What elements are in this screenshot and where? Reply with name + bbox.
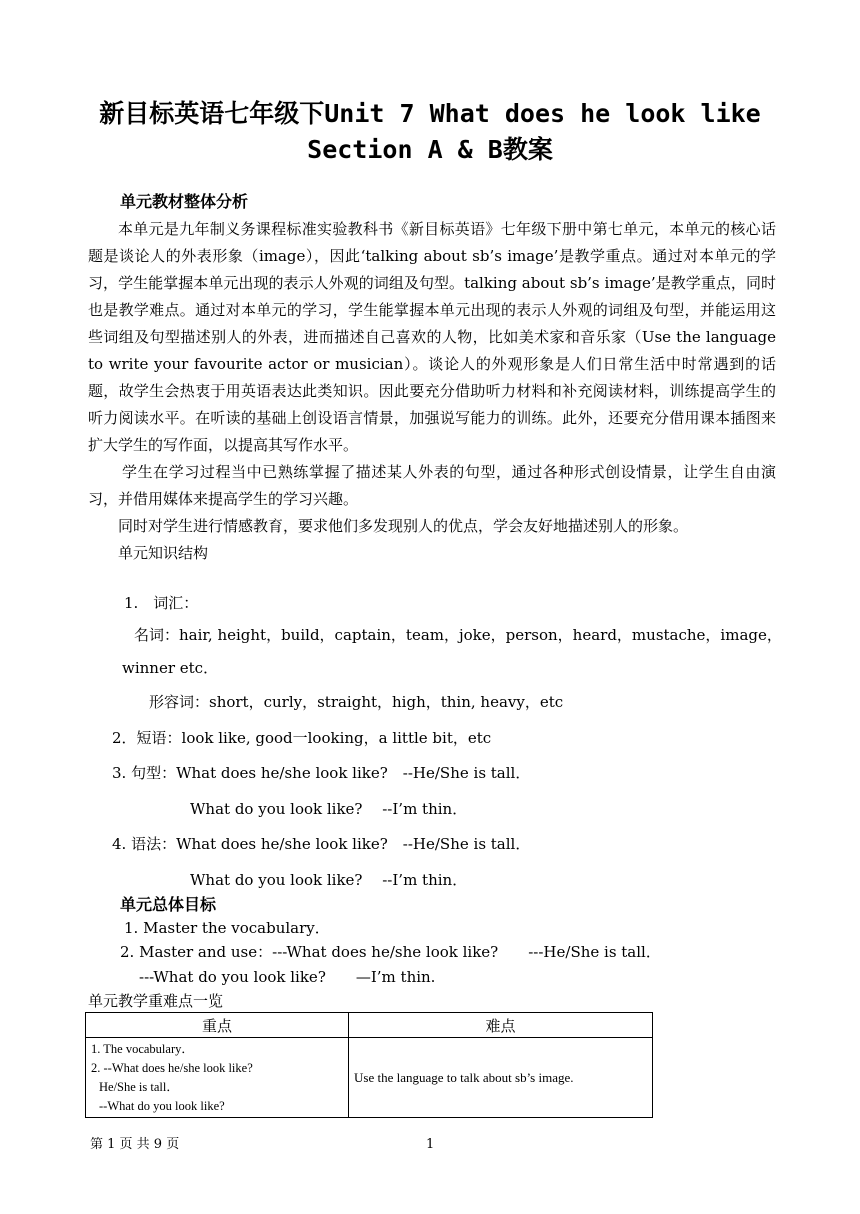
document-title-line2: Section A & B教案 <box>307 135 553 164</box>
key-point-line: 2. --What does he/she look like? <box>91 1061 253 1075</box>
sentences-line-2: What do you look like? --I’m thin． <box>190 800 468 818</box>
document-title-line1: 新目标英语七年级下Unit 7 What does he look like <box>99 99 761 128</box>
keypoints-table <box>85 1012 653 1118</box>
header-difficulties: 难点 <box>349 1013 653 1038</box>
vocab-label: 1. 词汇： <box>124 594 199 612</box>
key-point-line: 1. The vocabulary． <box>91 1042 194 1056</box>
key-points-cell <box>86 1038 349 1118</box>
analysis-body <box>88 216 776 567</box>
analysis-paragraph-3: 同时对学生进行情感教育，要求他们多发现别人的优点，学会友好地描述别人的形象。 <box>118 517 689 535</box>
grammar-line-2: What do you look like? --I’m thin． <box>190 871 468 889</box>
analysis-heading: 单元教材整体分析 <box>120 192 249 211</box>
difficulty-cell: Use the language to talk about sb’s image. <box>349 1038 653 1118</box>
goals-heading: 单元总体目标 <box>120 895 217 914</box>
nouns-line: 名词：hair, height，build，captain，team，joke，person，heard，mustache，image， <box>134 626 782 644</box>
key-point-line: --What do you look like? <box>99 1099 225 1113</box>
phrases-line: 2．短语：look like, good一looking，a little bit，etc <box>112 729 492 747</box>
page-info: 第 1 页 共 9 页 <box>90 1137 180 1152</box>
analysis-paragraph-1: 本单元是九年制义务课程标准实验教科书《新目标英语》七年级下册中第七单元，本单元的核心话题是谈论人的外表形象（image），因此‘talking about sb’s image’是教学重点。通过对本单元的学习，学生能掌握本单元出现的表示人外观的词组及句型。talking about sb’s image’是教学重点，同时也是教学难点。通过对本单元的学习，学生能掌握本单元出现的表示人外观的词组及句型，并能运用这些词组及句型描述别人的外表，进而描述自己喜欢的人物，比如美术家和音乐家（Use the language to write your favourite actor or musician）。谈论人的外观形象是人们日常生活中时常遇到的话题，故学生会热衷于用英语表达此类知识。因此要充分借助听力材料和补充阅读材料，训练提高学生的听力阅读水平。在听读的基础上创设语言情景，加强说写能力的训练。此外，还要充分借用课本插图来扩大学生的写作面，以提高其写作水平。 <box>88 220 776 454</box>
table-row <box>86 1038 653 1118</box>
adjectives-line: 形容词：short，curly，straight，high，thin, heavy，etc <box>149 693 564 711</box>
table-header-row <box>86 1013 653 1038</box>
key-point-line: He/She is tall． <box>99 1080 179 1094</box>
header-key-points: 重点 <box>86 1013 349 1038</box>
goal-2: 2. Master and use：---What does he/she look like? ---He/She is tall． <box>120 943 661 961</box>
page-number: 1 <box>426 1137 435 1152</box>
nouns-continued: winner etc． <box>122 659 219 677</box>
grammar-line: 4. 语法：What does he/she look like? --He/She is tall． <box>112 835 531 853</box>
sentences-line: 3. 句型：What does he/she look like? --He/She is tall． <box>112 764 531 782</box>
keypoints-caption: 单元教学重难点一览 <box>88 992 224 1010</box>
analysis-paragraph-2: 学生在学习过程当中已熟练掌握了描述某人外表的句型，通过各种形式创设情景，让学生自由演习，并借用媒体来提高学生的学习兴趣。 <box>88 463 776 508</box>
structure-heading: 单元知识结构 <box>118 544 209 562</box>
goal-3: ---What do you look like? —I’m thin. <box>139 968 436 986</box>
goal-1: 1. Master the vocabulary． <box>124 919 330 937</box>
